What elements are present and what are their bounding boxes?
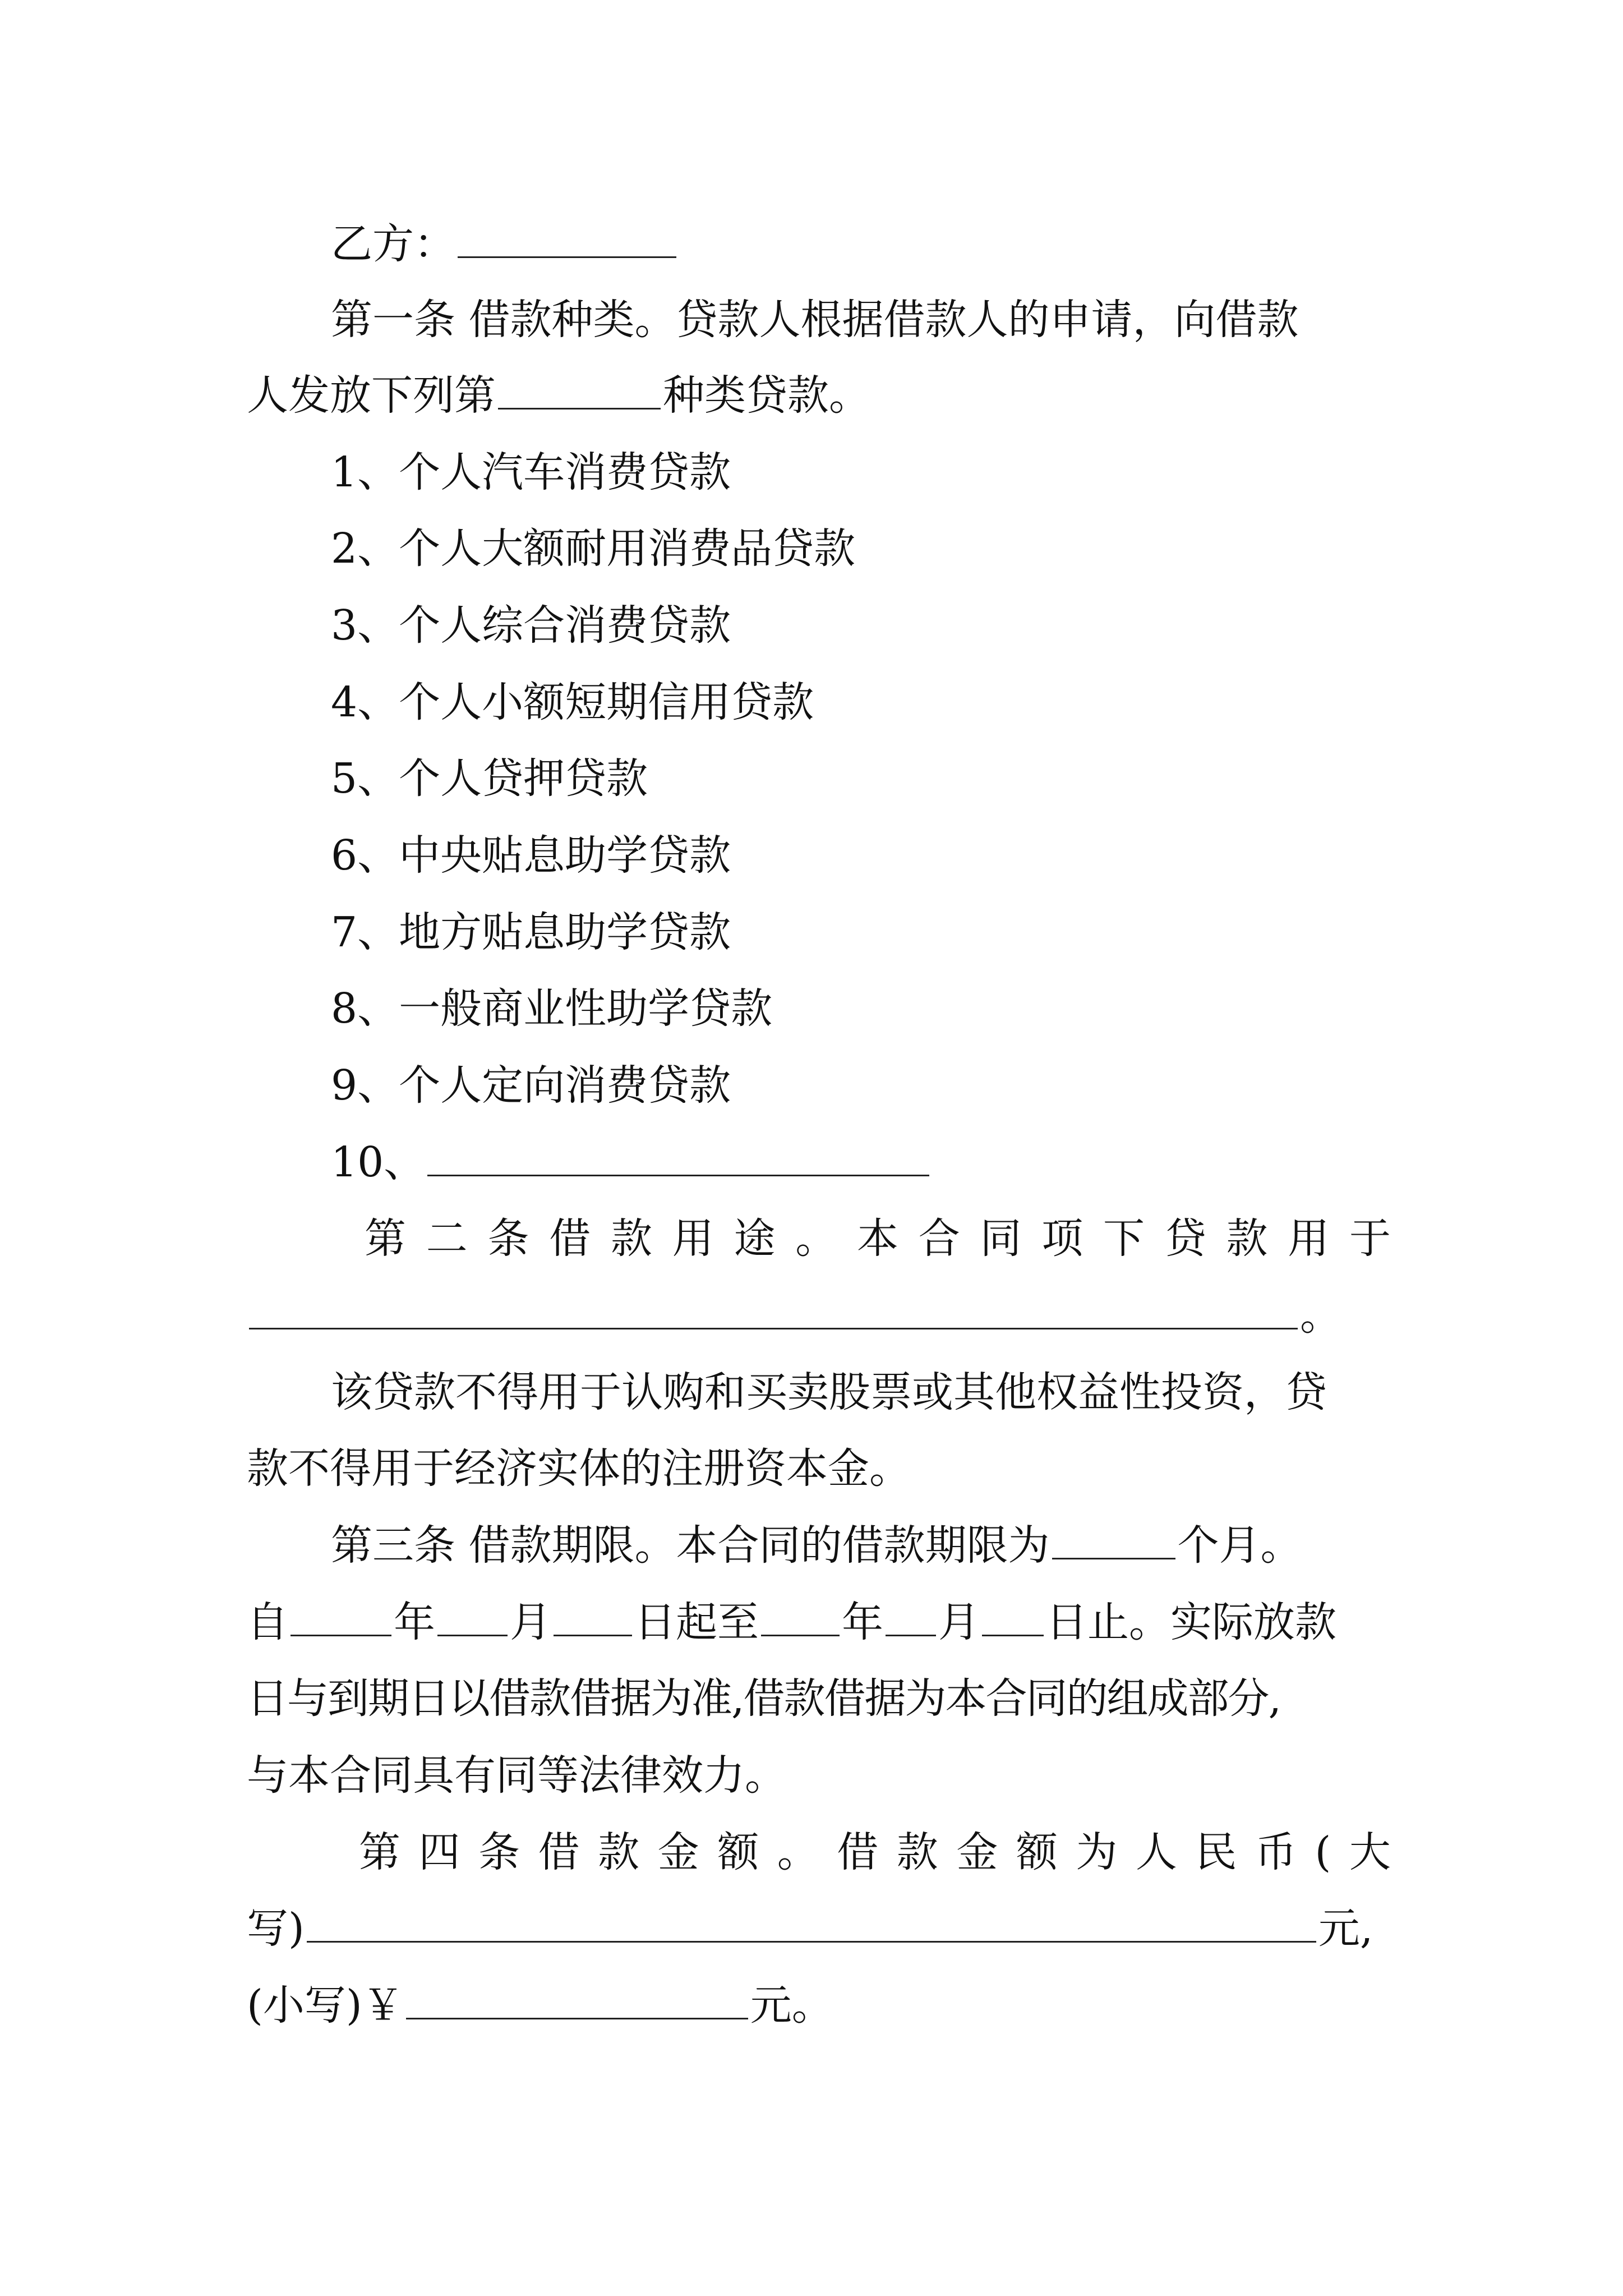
amount-lowercase-unit: 元。 xyxy=(750,1981,833,2030)
article-2-line-2-end: 。 xyxy=(1300,1291,1341,1340)
article-2-line-1-char: 项 xyxy=(1041,1214,1083,1263)
article-4-line-3 xyxy=(247,1972,1391,2039)
article-3-line-4: 与本合同具有同等法律效力。 xyxy=(247,1751,786,1800)
party-b-blank xyxy=(458,219,676,258)
article-2-line-1-char: 。 xyxy=(795,1214,837,1263)
article-2-line-1 xyxy=(365,1205,1391,1272)
article-4-line-1-char: 四 xyxy=(418,1828,460,1876)
article-4-line-1-char: 金 xyxy=(956,1828,998,1876)
loan-type-item-7: 7、地方贴息助学贷款 xyxy=(331,908,731,956)
article-4-line-1-char: 金 xyxy=(657,1828,699,1876)
amount-uppercase-blank xyxy=(307,1903,1316,1943)
article-4-line-1-char: 额 xyxy=(1016,1828,1058,1876)
article-2-line-1-char: 借 xyxy=(549,1214,591,1263)
loan-type-item-2: 2、个人大额耐用消费品贷款 xyxy=(331,524,856,573)
article-1-line-2-a: 人发放下列第 xyxy=(247,371,496,420)
article-4-line-1-char: 额 xyxy=(717,1828,759,1876)
article-2-line-1-char: 合 xyxy=(918,1214,960,1263)
article-4-line-1-char: 第 xyxy=(359,1828,400,1876)
article-2-line-1-char: 本 xyxy=(857,1214,898,1263)
loan-type-item-5: 5、个人贷押贷款 xyxy=(331,754,648,803)
article-4-line-1-char: 款 xyxy=(598,1828,640,1876)
loan-type-item-10 xyxy=(331,1129,1391,1196)
article-2-line-1-char: 第 xyxy=(365,1214,406,1263)
loan-type-item-1: 1、个人汽车消费贷款 xyxy=(331,448,731,496)
article-2-line-3: 该贷款不得用于认购和买卖股票或其他权益性投资，贷 xyxy=(331,1368,1327,1416)
loan-type-item-10-blank xyxy=(427,1137,929,1176)
article-2-line-1-char: 用 xyxy=(1288,1214,1330,1263)
loan-type-item-9: 9、个人定向消费贷款 xyxy=(331,1061,731,1110)
article-2-line-1-char: 款 xyxy=(611,1214,652,1263)
article-4-line-2 xyxy=(247,1895,1391,1962)
article-2-line-1-char: 同 xyxy=(980,1214,1022,1263)
article-2-line-1-char: 用 xyxy=(672,1214,714,1263)
amount-uppercase-label: 写) xyxy=(247,1904,305,1953)
loan-purpose-blank xyxy=(249,1290,1298,1329)
article-4-line-1-char: 大 xyxy=(1349,1828,1391,1876)
article-2-line-2 xyxy=(247,1282,1391,1349)
start-year-label: 年 xyxy=(394,1598,435,1646)
article-4-line-1-char: ( xyxy=(1315,1828,1331,1876)
article-3-line-3: 日与到期日以借款借据为准,借款借据为本合同的组成部分, xyxy=(247,1674,1281,1723)
article-2-line-1-chars xyxy=(365,1205,1391,1272)
article-2-line-1-char: 于 xyxy=(1349,1214,1391,1263)
article-4-line-1-char: 条 xyxy=(478,1828,520,1876)
loan-type-blank xyxy=(498,370,661,409)
article-2-line-4: 款不得用于经济实体的注册资本金。 xyxy=(247,1444,911,1493)
start-day-label: 日起至 xyxy=(634,1598,759,1646)
loan-type-item-4: 4、个人小额短期信用贷款 xyxy=(331,678,814,726)
start-month-blank xyxy=(437,1597,508,1636)
term-months-blank xyxy=(1052,1520,1175,1559)
party-b-label: 乙方： xyxy=(331,220,455,268)
end-year-label: 年 xyxy=(842,1598,883,1646)
article-2-line-1-char: 贷 xyxy=(1164,1214,1206,1263)
amount-lowercase-label: (小写)￥ xyxy=(247,1981,404,2030)
end-day-blank xyxy=(982,1597,1044,1636)
loan-type-item-6: 6、中央贴息助学贷款 xyxy=(331,831,731,880)
article-4-line-1-char: 借 xyxy=(837,1828,879,1876)
article-1-line-2-b: 种类贷款。 xyxy=(663,371,870,420)
end-month-blank xyxy=(886,1597,936,1636)
start-day-blank xyxy=(554,1597,632,1636)
article-3-line-1 xyxy=(331,1512,1391,1579)
article-4-line-1-char: 人 xyxy=(1135,1828,1177,1876)
start-month-label: 月 xyxy=(510,1598,551,1646)
article-3-line-1-b: 个月。 xyxy=(1177,1521,1302,1570)
loan-type-item-8: 8、一般商业性助学贷款 xyxy=(331,984,773,1033)
amount-uppercase-unit: 元, xyxy=(1318,1904,1373,1953)
article-4-line-1-char: 借 xyxy=(538,1828,580,1876)
article-1-line-2 xyxy=(247,362,1391,429)
article-2-line-1-char: 条 xyxy=(487,1214,529,1263)
article-2-line-1-char: 途 xyxy=(734,1214,776,1263)
article-4-line-1-char: 币 xyxy=(1255,1828,1297,1876)
article-3-line-2 xyxy=(247,1589,1391,1656)
article-3-line-1-a: 第三条 借款期限。本合同的借款期限为 xyxy=(331,1521,1050,1570)
end-month-label: 月 xyxy=(938,1598,980,1646)
article-4-line-1-chars xyxy=(359,1819,1391,1886)
article-1-line-1: 第一条 借款种类。贷款人根据借款人的申请，向借款 xyxy=(331,296,1299,344)
loan-type-item-3: 3、个人综合消费贷款 xyxy=(331,601,731,650)
article-2-line-1-char: 下 xyxy=(1103,1214,1145,1263)
article-4-line-1-char: 款 xyxy=(896,1828,938,1876)
start-year-blank xyxy=(291,1597,391,1636)
date-from-prefix: 自 xyxy=(247,1598,288,1646)
amount-lowercase-blank xyxy=(406,1980,748,2019)
article-4-line-1-char: 民 xyxy=(1195,1828,1237,1876)
party-b-line xyxy=(331,210,1391,278)
article-2-line-1-char: 款 xyxy=(1226,1214,1268,1263)
article-4-line-1 xyxy=(359,1819,1391,1886)
date-until-suffix: 日止。实际放款 xyxy=(1046,1598,1336,1646)
article-4-line-1-char: 。 xyxy=(777,1828,819,1876)
loan-type-item-10-label: 10、 xyxy=(331,1138,426,1186)
article-4-line-1-char: 为 xyxy=(1076,1828,1118,1876)
article-2-line-1-char: 二 xyxy=(426,1214,468,1263)
end-year-blank xyxy=(761,1597,840,1636)
